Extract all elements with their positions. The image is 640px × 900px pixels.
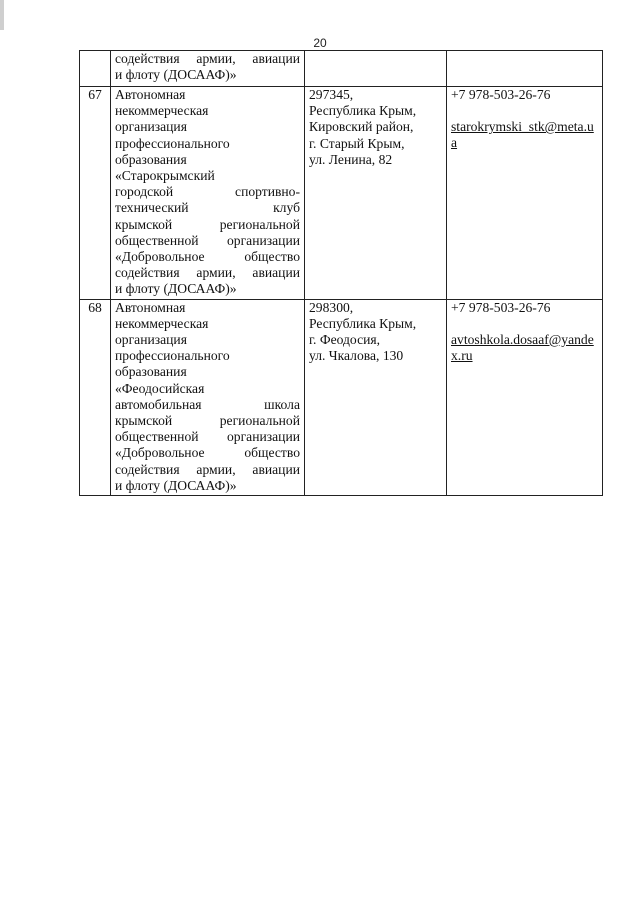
organization-name-cell xyxy=(111,87,305,300)
organizations-table xyxy=(79,50,603,496)
name-line: организация xyxy=(115,332,187,348)
name-line: образования xyxy=(115,364,187,380)
scan-edge-mark xyxy=(0,0,4,30)
name-line: содействия армии, авиации xyxy=(115,461,300,477)
name-line: и флоту (ДОСААФ)» xyxy=(115,281,237,297)
name-line: некоммерческая xyxy=(115,103,209,119)
row-number-cell xyxy=(80,51,111,87)
address-line: Республика Крым, xyxy=(309,103,417,119)
name-line: «Добровольное общество xyxy=(115,249,300,265)
phone-number: +7 978-503-26-76 xyxy=(451,87,551,102)
name-line: профессионального xyxy=(115,348,230,364)
address-line: г. Феодосия, xyxy=(309,332,381,348)
organization-name-cell xyxy=(111,51,305,87)
contact-cell xyxy=(447,51,603,87)
name-line: крымской региональной xyxy=(115,413,300,429)
address-line: 297345, xyxy=(309,87,354,102)
row-number-cell: 68 xyxy=(80,299,111,495)
name-line: «Добровольное общество xyxy=(115,445,300,461)
address-line: 298300, xyxy=(309,299,354,315)
name-line: общественной организации xyxy=(115,429,300,445)
name-line: содействия армии, авиации xyxy=(115,51,300,66)
address-line: Кировский район, xyxy=(309,119,414,135)
address-cell xyxy=(305,299,447,495)
phone-number: +7 978-503-26-76 xyxy=(451,299,551,315)
email-link[interactable]: avtoshkola.dosaaf@yandex.ru xyxy=(451,331,594,364)
contact-cell xyxy=(447,299,603,495)
name-line: организация xyxy=(115,119,187,135)
row-number-cell: 67 xyxy=(80,87,111,300)
name-line: крымской региональной xyxy=(115,216,300,232)
name-line: автомобильная школа xyxy=(115,396,300,412)
name-line: и флоту (ДОСААФ)» xyxy=(115,67,237,83)
name-line: «Старокрымский xyxy=(115,168,215,184)
address-line: Республика Крым, xyxy=(309,315,417,331)
name-line: содействия армии, авиации xyxy=(115,265,300,281)
address-cell xyxy=(305,87,447,300)
name-line: Автономная xyxy=(115,87,186,102)
name-line: профессионального xyxy=(115,135,230,151)
organization-name-cell xyxy=(111,299,305,495)
address-line: ул. Чкалова, 130 xyxy=(309,348,404,364)
address-line: г. Старый Крым, xyxy=(309,135,405,151)
address-line: ул. Ленина, 82 xyxy=(309,151,393,167)
name-line: общественной организации xyxy=(115,232,300,248)
contact-cell xyxy=(447,87,603,300)
name-line: городской спортивно- xyxy=(115,184,300,200)
table-row-continued xyxy=(80,51,603,87)
name-line: некоммерческая xyxy=(115,315,209,331)
email-link[interactable]: starokrymski_stk@meta.ua xyxy=(451,119,594,151)
table-row xyxy=(80,87,603,300)
name-line: Автономная xyxy=(115,299,186,315)
name-line: и флоту (ДОСААФ)» xyxy=(115,477,237,493)
name-line: образования xyxy=(115,151,187,167)
table-row xyxy=(80,299,603,495)
address-cell xyxy=(305,51,447,87)
name-line: «Феодосийская xyxy=(115,380,205,396)
name-line: технический клуб xyxy=(115,200,300,216)
page-number: 20 xyxy=(313,36,327,50)
